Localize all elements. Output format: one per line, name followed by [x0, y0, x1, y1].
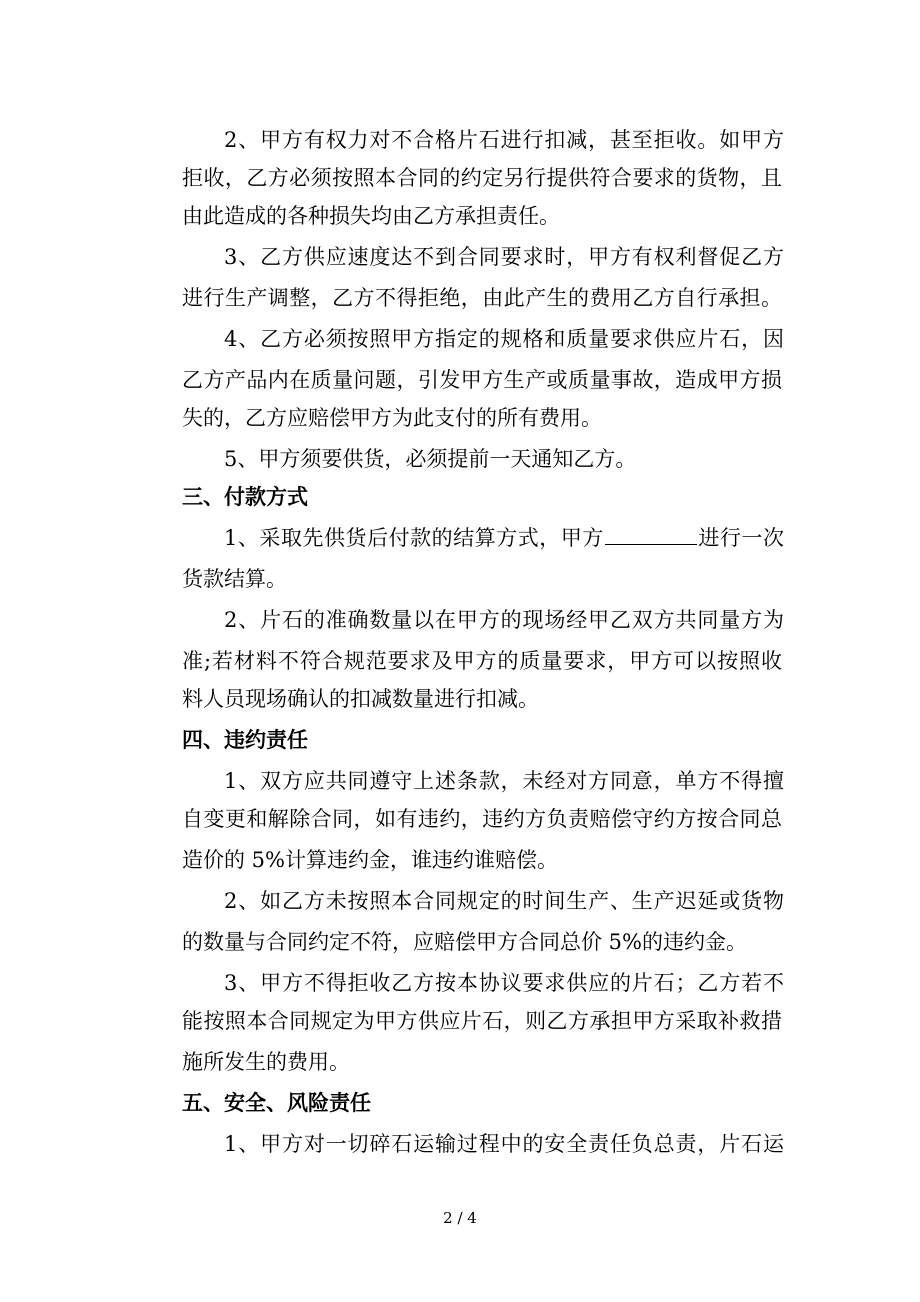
paragraph-line: 2、甲方有权力对不合格片石进行扣减，甚至拒收。如甲方	[224, 128, 784, 152]
paragraph-line: 的数量与合同约定不符，应赔偿甲方合同总价 5%的违约金。	[182, 930, 747, 954]
paragraph-line: 3、乙方供应速度达不到合同要求时，甲方有权利督促乙方	[224, 245, 784, 269]
paragraph-line: 拒收，乙方必须按照本合同的约定另行提供符合要求的货物，且	[182, 166, 782, 190]
page-number: 2 / 4	[443, 1209, 477, 1227]
paragraph-line: 由此造成的各种损失均由乙方承担责任。	[182, 204, 560, 228]
paragraph-line-with-blank	[224, 524, 784, 552]
paragraph-line: 准;若材料不符合规范要求及甲方的质量要求，甲方可以按照收	[182, 649, 782, 673]
paragraph-text: 进行一次	[697, 526, 785, 550]
paragraph-line: 能按照本合同规定为甲方供应片石，则乙方承担甲方采取补救措	[182, 1009, 782, 1033]
paragraph-line: 3、甲方不得拒收乙方按本协议要求供应的片石；乙方若不	[224, 971, 784, 995]
paragraph-text: 1、采取先供货后付款的结算方式，甲方	[224, 526, 604, 550]
paragraph-line: 进行生产调整，乙方不得拒绝，由此产生的费用乙方自行承担。	[182, 286, 782, 310]
paragraph-line: 5、甲方须要供货，必须提前一天通知乙方。	[224, 447, 637, 471]
fill-in-blank	[605, 524, 697, 545]
section-heading-liability: 四、违约责任	[182, 727, 308, 752]
section-heading-safety: 五、安全、风险责任	[182, 1090, 371, 1115]
paragraph-line: 1、甲方对一切碎石运输过程中的安全责任负总责，片石运	[224, 1132, 784, 1156]
paragraph-line: 货款结算。	[182, 567, 287, 591]
paragraph-line: 施所发生的费用。	[182, 1050, 350, 1074]
paragraph-line: 乙方产品内在质量问题，引发甲方生产或质量事故，造成甲方损	[182, 368, 782, 392]
paragraph-line: 自变更和解除合同，如有违约，违约方负责赔偿守约方按合同总	[182, 807, 782, 831]
paragraph-line: 4、乙方必须按照甲方指定的规格和质量要求供应片石，因	[224, 327, 784, 351]
paragraph-line: 2、片石的准确数量以在甲方的现场经甲乙双方共同量方为	[224, 608, 784, 632]
paragraph-line: 1、双方应共同遵守上述条款，未经对方同意，单方不得擅	[224, 769, 784, 793]
paragraph-line: 2、如乙方未按照本合同规定的时间生产、生产迟延或货物	[224, 889, 784, 913]
paragraph-line: 失的，乙方应赔偿甲方为此支付的所有费用。	[182, 406, 602, 430]
paragraph-line: 料人员现场确认的扣减数量进行扣减。	[182, 687, 539, 711]
paragraph-line: 造价的 5%计算违约金，谁违约谁赔偿。	[182, 848, 558, 872]
section-heading-payment: 三、付款方式	[182, 484, 308, 509]
